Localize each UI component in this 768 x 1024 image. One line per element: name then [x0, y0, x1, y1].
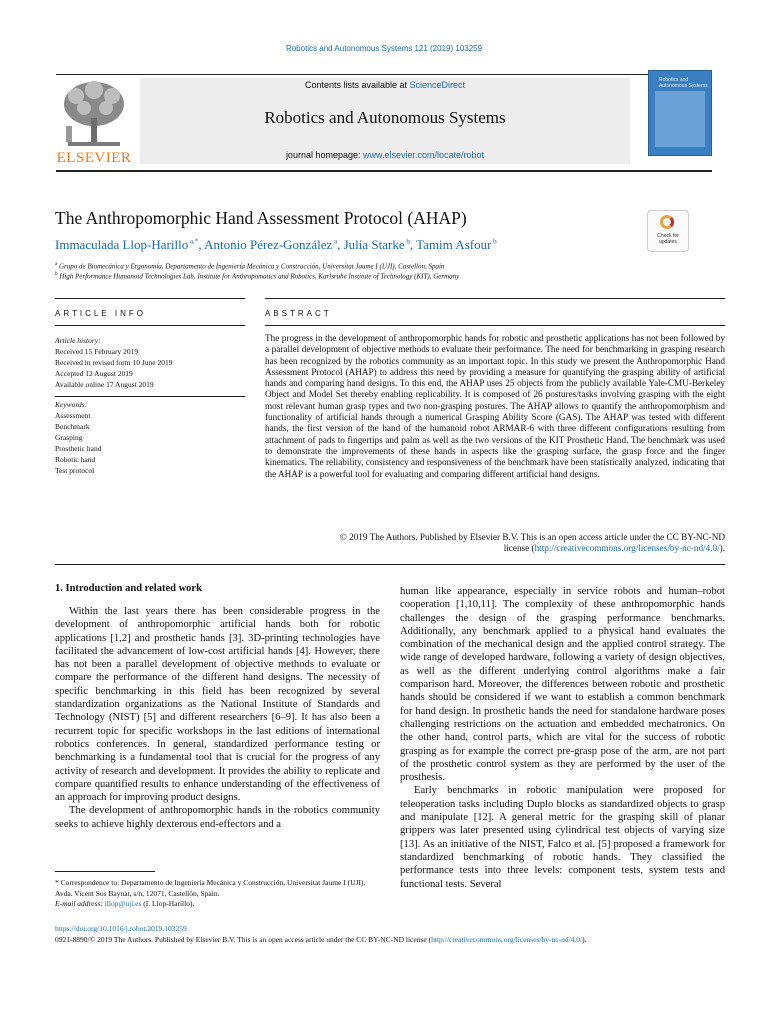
affiliation-text: High Performance Humanoid Technologies Lab, Institute for Anthropomatics and Robotics, Karlsruhe Institute of Technology (KIT), Germany [59, 272, 460, 281]
right-column [400, 585, 725, 891]
header-rule-top [56, 74, 712, 75]
left-column [55, 605, 380, 831]
author-affiliation-mark[interactable]: b [406, 237, 410, 246]
contents-line [140, 80, 630, 90]
doi-link[interactable]: https://doi.org/10.1016/j.robot.2019.103259 [55, 924, 187, 933]
journal-homepage-line [140, 150, 630, 160]
author-name[interactable]: Julia Starke [343, 237, 405, 252]
publisher-wordmark: ELSEVIER [56, 150, 132, 166]
author-list: Immaculada Llop-Harillo $^{a,*}$, Antonio Pérez-González $^a$, Julia Starke $^b$, Tamim Asfour $^b$ [55, 237, 497, 252]
author-email-link[interactable]: illop@uji.es [104, 899, 142, 908]
sciencedirect-link[interactable]: ScienceDirect [409, 80, 466, 90]
author-affiliation-mark[interactable]: a,* [189, 237, 199, 246]
article-info-heading: ARTICLE INFO [55, 309, 146, 318]
keyword: Grasping [55, 433, 83, 442]
journal-cover-image[interactable] [648, 70, 712, 156]
affiliation [55, 262, 444, 270]
history-entry: Available online 17 August 2019 [55, 380, 154, 389]
footnote-rule [55, 871, 155, 872]
contents-prefix: Contents lists available at [304, 80, 410, 90]
copyright-line1: © 2019 The Authors. Published by Elsevier B.V. This is an open access article under the CC BY-NC-ND [339, 532, 725, 542]
footnote-email-line [55, 899, 380, 910]
footer-license-link[interactable]: http://creativecommons.org/licenses/by-nc-nd/4.0/ [431, 934, 583, 944]
abstract-text: The progress in the development of anthropomorphic hands for robotic and prosthetic applications has not been followed by a parallel development of objective methods to evaluate their performance. The need for benchmarking in grasping research has been recognized by the robotics community as an important topic. In this study we present the Anthropomorphic Hand Assessment Protocol (AHAP) to address this need by providing a measure for quantifying the grasping ability of artificial hands and comparing hand designs. To this end, the AHAP uses 25 objects from the publicly available Yale-CMU-Berkeley Object and Model Set thereby enabling replicability. It is composed of 26 postures/tasks involving grasping with the eight most relevant human grasp types and two non-grasping postures. The AHAP allows to quantify the anthropomorphism and functionality of artificial hands through a numerical Grasping Ability Score (GAS). The AHAP was tested with different hands, the first version of the hand of the humanoid robot ARMAR-6 with three different configurations resulting from attachment of pads to fingertips and palm as well as the two versions of the KIT Prosthetic Hand. The benchmark was used to demonstrate the improvements of these hands in aspects like the grasping surface, the grasp force and the finger kinematics. The reliability, consistency and responsiveness of the benchmark have been statistically analyzed, indicating that the AHAP is a powerful tool for evaluating and comparing different artificial hand designs. [265, 333, 725, 479]
body-paragraph: The development of anthropomorphic hands in the robotics community seeks to achieve highly dexterous end-effectors and a [55, 805, 380, 830]
copyright-line2 [265, 543, 725, 554]
header-rule-bottom [56, 170, 712, 172]
copyright-suffix: ). [719, 543, 725, 554]
copyright-prefix: license ( [503, 543, 535, 554]
homepage-prefix: journal homepage: [285, 150, 363, 160]
abstract-end-rule [55, 564, 725, 565]
cover-title: Robotics and Autonomous Systems [659, 77, 708, 89]
journal-banner [140, 78, 630, 164]
affiliation-text: Grupo de Biomecánica y Ergonomía, Departamento de Ingeniería Mecánica y Construcción, Universitat Jaume I (UJI), Castellón, Spain [58, 262, 445, 271]
journal-citation[interactable]: Robotics and Autonomous Systems 121 (2019) 103259 [285, 44, 483, 53]
history-entry: Accepted 12 August 2019 [55, 369, 133, 378]
history-entry: Received 15 February 2019 [55, 347, 139, 356]
author-affiliation-mark[interactable]: b [493, 237, 497, 246]
article-history [55, 335, 245, 390]
license-statement [55, 935, 725, 946]
keyword: Prosthetic hand [55, 444, 102, 453]
keywords-heading: Keywords: [55, 400, 88, 409]
license-prefix: 0921-8890/© 2019 The Authors. Published by Elsevier B.V. This is an open access article under the CC BY-NC-ND license ( [55, 934, 432, 944]
keywords-rule [55, 396, 245, 397]
history-entry: Received in revised form 10 June 2019 [55, 358, 173, 367]
author-name[interactable]: Tamim Asfour [416, 237, 492, 252]
keyword: Benchmark [55, 422, 90, 431]
affiliation [55, 272, 459, 280]
abstract-copyright [265, 532, 725, 555]
keyword: Assessment [55, 411, 91, 420]
journal-homepage-link[interactable]: www.elsevier.com/locate/robot [363, 150, 485, 160]
license-link[interactable]: http://creativecommons.org/licenses/by-nc-nd/4.0/ [534, 543, 720, 554]
section-heading: 1. Introduction and related work [55, 583, 202, 594]
author-name[interactable]: Antonio Pérez-González [204, 237, 333, 252]
affiliation-mark: b [55, 272, 58, 277]
article-history-heading: Article history: [55, 336, 101, 345]
email-suffix: (I. Llop-Harillo). [143, 899, 195, 908]
page-footer [55, 924, 725, 945]
journal-title: Robotics and Autonomous Systems [264, 108, 506, 127]
crossmark-label-line2: updates [659, 239, 677, 245]
keyword: Test protocol [55, 466, 95, 475]
keyword: Robotic hand [55, 455, 96, 464]
email-label: E-mail address: [55, 899, 103, 908]
article-title: The Anthropomorphic Hand Assessment Protocol (AHAP) [55, 208, 467, 228]
crossmark-icon [660, 215, 674, 229]
keywords [55, 399, 245, 476]
abstract-rule [265, 298, 725, 299]
footnote-marker: * [55, 878, 59, 887]
license-suffix: ). [582, 934, 587, 944]
author-name[interactable]: Immaculada Llop-Harillo [55, 237, 189, 252]
article-info-subrule [55, 325, 245, 326]
cover-artwork [655, 91, 705, 147]
body-paragraph: human like appearance, especially in service robots and human–robot cooperation [1,10,11]. The complexity of these anthropomorphic hands challenges the design of the grasping performance benchmarks. Additionally, any benchmark applied to a physical hand evaluates the combination of the mechanical design and the applied control strategy. The wide range of developed hardware, following a variety of design objectives, as well as the different underlying control algorithms make a fair comparison hard. Moreover, the differences between robotic and prosthetic hands should be considered if we want to establish a common benchmark for hand design. In prosthetic hands the need for standalone hardware poses challenging restrictions on the actuation and embedded mechatronics. On the other hand, control parts, which are vital for the success of robotic grasping as for example the correct pre-grasp pose of the arm, are not part of the prosthetic control system as they are performed by the user of the prosthesis. [400, 586, 725, 784]
crossmark-label [648, 233, 688, 245]
footnote-text: Correspondence to: Departamento de Ingeniería Mecánica y Construcción, Universitat Jaume I (UJI), Avda. Vicent Sos Baynat, s/n, 12071, Castellón, Spain. [55, 878, 366, 898]
article-info-rule [55, 298, 245, 299]
footnote-body [55, 878, 380, 899]
abstract-subrule [265, 325, 725, 326]
body-paragraph: Within the last years there has been considerable progress in the development of anthropomorphic artificial hands both for robotic applications [1,2] and prosthetic hands [3]. 3D-printing technologies have facilitated the advancement of low-cost artificial hands [4]. However, there has not been a parallel development of objective methods to evaluate or compare the performance of the different hand designs. The necessity of specific benchmarking in this field has been recognized by several standardization organizations as the National Institute of Standards and Technology (NIST) [5] and different researchers [6–9]. It has also been a recurrent topic for specific workshops in the last editions of international robotics conferences. In general, standardized performance testing or benchmarking is a fundamental tool that is crucial for the progress of any activity of research and development. It provides the ability to replicate and compare quantified results to enhance understanding of the effectiveness of an approach for improving product designs. [55, 606, 380, 804]
check-for-updates-badge[interactable] [647, 210, 689, 252]
crossmark-label-line1: Check for [657, 233, 679, 239]
correspondence-footnote [55, 878, 380, 910]
affiliation-mark: a [55, 262, 58, 267]
abstract-heading: ABSTRACT [265, 309, 332, 318]
author-affiliation-mark[interactable]: a [334, 237, 338, 246]
body-paragraph: Early benchmarks in robotic manipulation were proposed for teleoperation tasks including Duplo blocks as standardized objects to grasp and manipulate [12]. A general metric for the grasping skill of planar grippers was later presented using cylindrical test objects of varying size [13]. As an initiative of the NIST, Falco et al. [5] proposed a framework for standardized benchmarking of robotic hands. They classified the performance tests into three levels: component tests, system tests and functional tests. Several [400, 785, 725, 890]
